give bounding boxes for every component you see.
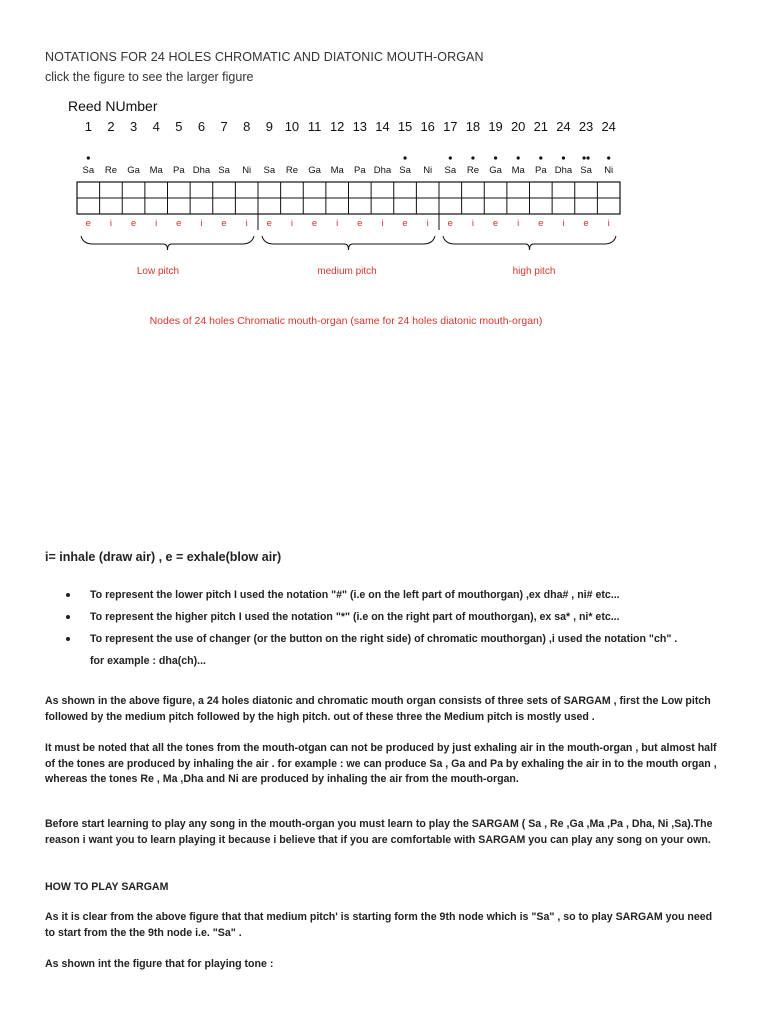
breath-marker: e	[85, 218, 91, 229]
note-name: Pa	[535, 165, 547, 176]
reed-number: 23	[578, 119, 594, 134]
high-pitch-label: high pitch	[512, 266, 556, 277]
note-name: Re	[466, 165, 480, 176]
breath-marker: i	[381, 218, 384, 229]
octave-dot-icon	[586, 156, 589, 159]
reed-number: 10	[284, 119, 300, 134]
paragraph-sargam: Before start learning to play any song in the mouth-organ you must learn to play the SARGAM ( Sa , Re ,Ga ,Ma ,Pa , Dha, Ni ,Sa).The reason i want you to learn playing it because i believe that if you are comfortable with SARGAM you can play any song on your own.	[45, 818, 713, 846]
note-name: Pa	[173, 165, 185, 176]
breath-marker: e	[357, 218, 363, 229]
reed-number: 9	[265, 119, 273, 134]
note-name: Ma	[330, 165, 344, 176]
octave-dot-icon	[582, 156, 585, 159]
reed-number: 18	[465, 119, 481, 134]
note-name: Ma	[149, 165, 163, 176]
pitch-group-brace	[81, 236, 254, 250]
notation-example: for example : dha(ch)...	[90, 655, 206, 667]
reed-number-heading: Reed NUmber	[68, 98, 158, 114]
mouth-organ-diagram	[0, 0, 768, 340]
breath-marker: e	[447, 218, 453, 229]
octave-dot-icon	[471, 156, 474, 159]
octave-dot-icon	[494, 156, 497, 159]
breath-marker: e	[130, 218, 137, 229]
reed-number: 17	[443, 119, 458, 134]
octave-dot-icon	[449, 156, 452, 159]
note-name: Ni	[604, 165, 614, 176]
breath-marker: e	[266, 218, 272, 229]
notation-text: To represent the lower pitch I used the notation "#" (i.e on the left part of mouthorgan) ,ex dha# , ni# etc...	[90, 589, 620, 601]
note-name: Ma	[511, 165, 525, 176]
reed-number: 14	[375, 119, 390, 134]
paragraph-start: As it is clear from the above figure that that medium pitch' is starting form the 9th node which is "Sa" , so to play SARGAM you need to start from the the 9th node i.e. "Sa" .	[45, 911, 713, 939]
breath-marker: e	[311, 218, 318, 229]
note-name: Ni	[423, 165, 433, 176]
breath-marker: i	[109, 218, 112, 229]
breath-marker: i	[517, 218, 520, 229]
notation-item-lower	[45, 584, 735, 606]
reed-number: 15	[397, 119, 413, 134]
reed-number: 20	[510, 119, 526, 134]
note-name: Sa	[399, 165, 411, 176]
pitch-group-brace	[443, 236, 616, 250]
bullet-dot-icon	[66, 615, 70, 619]
reed-number: 5	[175, 119, 183, 134]
note-name: Ga	[127, 165, 140, 176]
breath-marker: e	[538, 218, 544, 229]
reed-number: 6	[197, 119, 206, 134]
bullet-dot-icon	[66, 637, 70, 641]
breath-marker: i	[245, 218, 248, 229]
breath-marker: i	[155, 218, 158, 229]
reed-number: 24	[601, 119, 616, 134]
breath-marker: i	[607, 218, 610, 229]
breath-marker: e	[221, 218, 227, 229]
section-heading: HOW TO PLAY SARGAM	[45, 881, 169, 893]
note-name: Sa	[580, 165, 592, 176]
page-title: NOTATIONS FOR 24 HOLES CHROMATIC AND DIATONIC MOUTH-ORGAN	[45, 50, 484, 64]
reed-number: 7	[220, 119, 228, 134]
notation-text: To represent the use of changer (or the button on the right side) of chromatic mouthorgan) ,i used the notation "ch" .	[90, 633, 678, 645]
note-name: Dha	[554, 165, 573, 176]
notation-text: To represent the higher pitch I used the notation "*" (i.e on the right part of mouthorgan), ex sa* , ni* etc...	[90, 611, 620, 623]
breath-marker: e	[492, 218, 499, 229]
breath-marker: i	[471, 218, 474, 229]
octave-dot-icon	[607, 156, 610, 159]
notation-item-higher	[45, 606, 735, 628]
octave-dot-icon	[403, 156, 406, 159]
breath-marker: i	[426, 218, 429, 229]
note-name: Dha	[192, 165, 211, 176]
note-name: Ni	[242, 165, 252, 176]
note-name: Re	[104, 165, 118, 176]
breath-legend: i= inhale (draw air) , e = exhale(blow air)	[45, 550, 282, 564]
note-name: Sa	[263, 165, 276, 176]
reed-number: 24	[556, 119, 571, 134]
reed-number: 13	[352, 119, 368, 134]
breath-marker: e	[583, 218, 589, 229]
reed-number: 4	[152, 119, 160, 134]
note-name: Sa	[218, 165, 230, 176]
octave-dot-icon	[87, 156, 90, 159]
reed-number: 11	[307, 119, 322, 134]
octave-dot-icon	[517, 156, 520, 159]
reed-number: 2	[107, 119, 115, 134]
octave-dot-icon	[562, 156, 565, 159]
reed-number: 1	[84, 119, 92, 134]
note-name: Ga	[308, 165, 321, 176]
reed-number: 8	[243, 119, 251, 134]
breath-marker: i	[290, 218, 293, 229]
breath-marker: i	[562, 218, 565, 229]
note-name: Pa	[354, 165, 366, 176]
note-name: Sa	[82, 165, 95, 176]
reed-number: 21	[533, 119, 549, 134]
paragraph-breath: It must be noted that all the tones from the mouth-otgan can not be produced by just exhaling air in the mouth-organ , but almost half of the tones are produced by inhaling the air . for example : we can produce Sa , Ga and Pa by exhaling the air in to the mouth organ , whereas the tones Re , Ma ,Dha and Ni are produced by inhaling the air from the mouth-organ.	[45, 742, 717, 786]
note-name: Dha	[373, 165, 392, 176]
notation-item-changer	[45, 628, 735, 650]
octave-dot-icon	[539, 156, 542, 159]
reed-number: 16	[420, 119, 435, 134]
bullet-dot-icon	[66, 593, 70, 597]
figure-hint: click the figure to see the larger figure	[45, 70, 254, 84]
medium-pitch-label: medium pitch	[317, 266, 377, 277]
breath-marker: e	[176, 218, 182, 229]
low-pitch-label: Low pitch	[136, 266, 180, 277]
breath-marker: i	[336, 218, 339, 229]
paragraph-sets: As shown in the above figure, a 24 holes diatonic and chromatic mouth organ consists of three sets of SARGAM , first the Low pitch followed by the medium pitch followed by the high pitch. out of these three the Medium pitch is mostly used .	[45, 695, 711, 723]
note-name: Ga	[489, 165, 502, 176]
breath-marker: e	[402, 218, 408, 229]
note-name: Sa	[444, 165, 457, 176]
reed-number: 12	[329, 119, 345, 134]
paragraph-tones: As shown int the figure that for playing tone :	[45, 958, 274, 970]
reed-number: 3	[129, 119, 138, 134]
breath-marker: i	[200, 218, 203, 229]
mouth-organ-figure[interactable]	[0, 0, 768, 340]
pitch-group-brace	[262, 236, 435, 250]
note-name: Re	[285, 165, 299, 176]
figure-caption: Nodes of 24 holes Chromatic mouth-organ (same for 24 holes diatonic mouth-organ)	[149, 315, 543, 327]
reed-number: 19	[488, 119, 503, 134]
notation-list	[45, 584, 735, 672]
